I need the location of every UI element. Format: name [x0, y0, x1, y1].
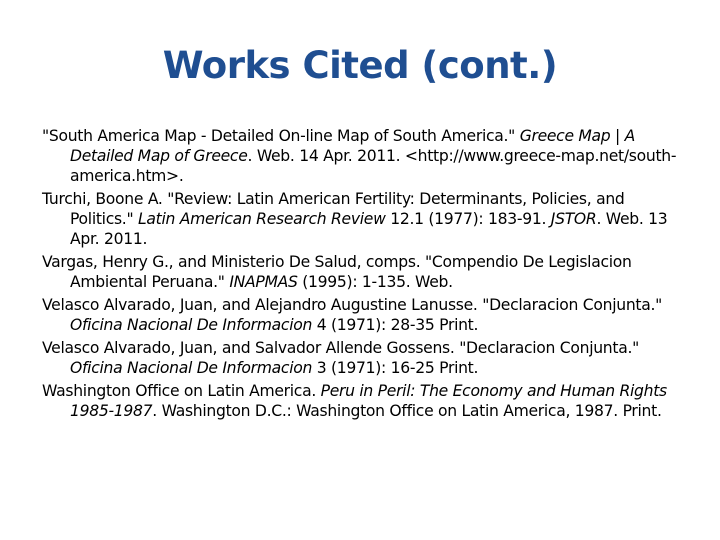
citation-entry — [42, 338, 692, 378]
citation-text: (1995): 1-135. Web. — [297, 273, 453, 291]
citation-text: 4 (1971): 28-35 Print. — [312, 316, 479, 334]
citation-text: Washington Office on Latin America. — [42, 382, 321, 400]
citation-text: Velasco Alvarado, Juan, and Salvador Allende Gossens. "Declaracion Conjunta." — [42, 339, 639, 357]
citation-entry — [42, 252, 692, 292]
citation-source-title: Peru in Peril: The Economy and Human Rights 1985-1987 — [70, 382, 667, 420]
citation-source-title: Greece Map | A Detailed Map of Greece — [70, 127, 636, 165]
citation-entry — [42, 126, 692, 186]
citation-text: Velasco Alvarado, Juan, and Alejandro Augustine Lanusse. "Declaracion Conjunta." — [42, 296, 662, 314]
citation-source-title: Latin American Research Review — [137, 210, 386, 228]
citation-source-title: Oficina Nacional De Informacion — [70, 316, 313, 334]
citation-entry — [42, 295, 692, 335]
citation-source-title: INAPMAS — [229, 273, 298, 291]
citation-entry — [42, 189, 692, 249]
citation-entry — [42, 381, 692, 421]
slide-title: Works Cited (cont.) — [162, 44, 558, 87]
citation-text: Vargas, Henry G., and Ministerio De Salud, comps. "Compendio De Legislacion Ambiental Peruana." — [42, 253, 632, 291]
works-cited-list — [42, 126, 692, 424]
citation-text: Turchi, Boone A. "Review: Latin American Fertility: Determinants, Policies, and Politics." — [42, 190, 625, 228]
citation-text: . Web. 14 Apr. 2011. <http://www.greece-map.net/south-america.htm>. — [70, 147, 677, 185]
citation-source-title: Oficina Nacional De Informacion — [70, 359, 313, 377]
citation-text: . Web. 13 Apr. 2011. — [70, 210, 668, 248]
citation-text: "South America Map - Detailed On-line Map of South America." — [42, 127, 520, 145]
citation-text: 12.1 (1977): 183-91. — [385, 210, 551, 228]
citation-source-title: JSTOR — [550, 210, 597, 228]
citation-text: . Washington D.C.: Washington Office on Latin America, 1987. Print. — [152, 402, 662, 420]
citation-text: 3 (1971): 16-25 Print. — [312, 359, 479, 377]
